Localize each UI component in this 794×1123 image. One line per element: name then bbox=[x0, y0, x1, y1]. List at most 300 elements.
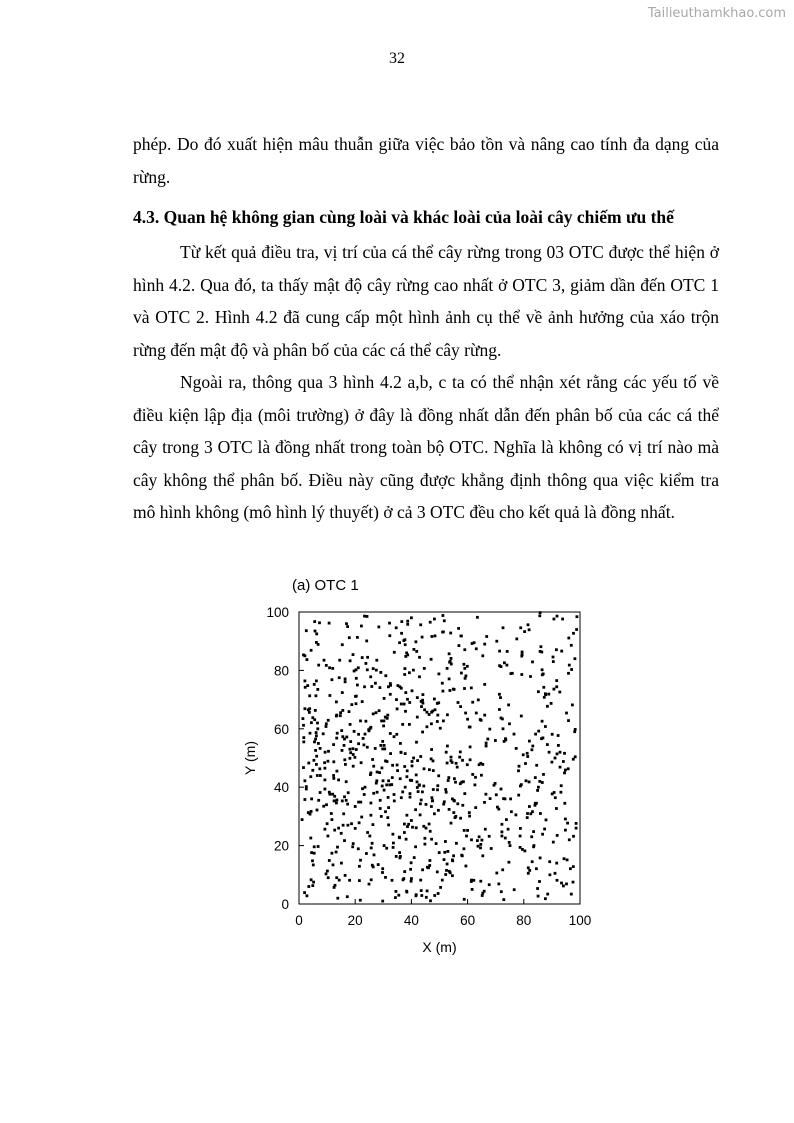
data-point bbox=[403, 765, 406, 768]
data-point bbox=[435, 842, 438, 845]
data-point bbox=[379, 799, 382, 802]
data-point bbox=[380, 720, 383, 723]
data-point bbox=[556, 834, 559, 837]
data-point bbox=[408, 671, 411, 674]
data-point bbox=[310, 878, 313, 881]
data-point bbox=[503, 661, 506, 664]
data-point bbox=[309, 813, 312, 816]
data-point bbox=[480, 774, 483, 777]
data-point bbox=[304, 680, 307, 683]
data-point bbox=[405, 838, 408, 841]
data-point bbox=[308, 711, 311, 714]
data-point bbox=[481, 763, 484, 766]
data-point bbox=[370, 847, 373, 850]
data-point bbox=[554, 757, 557, 760]
data-point bbox=[372, 713, 375, 716]
data-point bbox=[457, 627, 460, 630]
data-point bbox=[348, 879, 351, 882]
data-point bbox=[576, 615, 579, 618]
data-point bbox=[551, 761, 554, 764]
data-point bbox=[463, 898, 466, 901]
data-point bbox=[475, 647, 478, 650]
data-point bbox=[411, 826, 414, 829]
data-point bbox=[406, 623, 409, 626]
data-point bbox=[452, 688, 455, 691]
data-point bbox=[392, 833, 395, 836]
data-point bbox=[384, 876, 387, 879]
data-point bbox=[341, 643, 344, 646]
data-point bbox=[337, 779, 340, 782]
data-point bbox=[420, 799, 423, 802]
data-point bbox=[354, 805, 357, 808]
data-point bbox=[416, 716, 419, 719]
data-point bbox=[443, 858, 446, 861]
data-point bbox=[381, 740, 384, 743]
data-point bbox=[401, 791, 404, 794]
data-point bbox=[323, 761, 326, 764]
data-point bbox=[371, 842, 374, 845]
data-point bbox=[532, 830, 535, 833]
data-point bbox=[349, 723, 352, 726]
data-point bbox=[555, 685, 558, 688]
data-point bbox=[379, 744, 382, 747]
data-point bbox=[428, 713, 431, 716]
data-point bbox=[563, 802, 566, 805]
data-point bbox=[404, 655, 407, 658]
data-point bbox=[364, 786, 367, 789]
data-point bbox=[319, 747, 322, 750]
data-point bbox=[548, 860, 551, 863]
data-point bbox=[311, 884, 314, 887]
data-point bbox=[488, 835, 491, 838]
data-point bbox=[307, 762, 310, 765]
x-tick-label: 0 bbox=[295, 913, 303, 928]
data-point bbox=[425, 803, 428, 806]
data-point bbox=[495, 640, 498, 643]
paragraph: Ngoài ra, thông qua 3 hình 4.2 a,b, c ta có thể nhận xét rằng các yếu tố về điều kiện lập địa (môi trường) ở đây là đồng nhất dẫn đến phân bố của các cá thể cây trong 3 OTC là đồng nhất trong toàn bộ OTC. Nghĩa là không có vị trí nào mà cây không thể phân bố. Điều này cũng được khẳng định thông qua việc kiểm tra mô hình không (mô hình lý thuyết) ở cả 3 OTC đều cho kết quả là đồng nhất. bbox=[133, 372, 719, 522]
data-point bbox=[400, 687, 403, 690]
data-point bbox=[460, 635, 463, 638]
data-point bbox=[343, 758, 346, 761]
data-point bbox=[552, 660, 555, 663]
data-point bbox=[410, 819, 413, 822]
paragraph: phép. Do đó xuất hiện mâu thuẫn giữa việc bảo tồn và nâng cao tính đa dạng của rừng. bbox=[133, 134, 719, 187]
data-point bbox=[426, 890, 429, 893]
data-point bbox=[388, 622, 391, 625]
data-point bbox=[355, 695, 358, 698]
data-point bbox=[540, 645, 543, 648]
data-point bbox=[358, 879, 361, 882]
data-point bbox=[346, 895, 349, 898]
section-heading: 4.3. Quan hệ không gian cùng loài và khác loài của loài cây chiếm ưu thế bbox=[133, 207, 674, 227]
data-point bbox=[335, 802, 338, 805]
data-point bbox=[361, 656, 364, 659]
data-point bbox=[483, 643, 486, 646]
data-point bbox=[408, 701, 411, 704]
data-point bbox=[393, 651, 396, 654]
data-point bbox=[538, 780, 541, 783]
data-point bbox=[509, 844, 512, 847]
data-point bbox=[430, 658, 433, 661]
data-point bbox=[404, 691, 407, 694]
data-point bbox=[380, 815, 383, 818]
data-point bbox=[460, 854, 463, 857]
data-point bbox=[389, 684, 392, 687]
data-point bbox=[406, 814, 409, 817]
data-point bbox=[401, 723, 404, 726]
data-point bbox=[551, 733, 554, 736]
data-point bbox=[359, 859, 362, 862]
data-point bbox=[404, 752, 407, 755]
data-point bbox=[555, 679, 558, 682]
data-point bbox=[437, 774, 440, 777]
data-point bbox=[406, 769, 409, 772]
data-point bbox=[484, 828, 487, 831]
data-point bbox=[568, 838, 571, 841]
data-point bbox=[541, 781, 544, 784]
data-point bbox=[456, 766, 459, 769]
data-point bbox=[442, 614, 445, 617]
data-point bbox=[515, 638, 518, 641]
data-point bbox=[474, 776, 477, 779]
data-point bbox=[421, 731, 424, 734]
data-point bbox=[382, 725, 385, 728]
data-point bbox=[469, 746, 472, 749]
y-tick-label: 0 bbox=[281, 897, 289, 912]
data-point bbox=[395, 733, 398, 736]
data-point bbox=[453, 800, 456, 803]
data-point bbox=[399, 777, 402, 780]
data-point bbox=[495, 872, 498, 875]
data-point bbox=[312, 864, 315, 867]
data-point bbox=[501, 823, 504, 826]
data-point bbox=[502, 626, 505, 629]
data-point bbox=[339, 714, 342, 717]
data-point bbox=[324, 751, 327, 754]
data-point bbox=[521, 651, 524, 654]
data-point bbox=[488, 728, 491, 731]
data-point bbox=[542, 773, 545, 776]
data-point bbox=[315, 731, 318, 734]
data-point bbox=[441, 631, 444, 634]
data-point bbox=[344, 763, 347, 766]
data-point bbox=[519, 835, 522, 838]
data-point bbox=[446, 863, 449, 866]
data-point bbox=[338, 879, 341, 882]
data-point bbox=[508, 841, 511, 844]
data-point bbox=[466, 763, 469, 766]
data-point bbox=[425, 827, 428, 830]
data-point bbox=[441, 879, 444, 882]
data-point bbox=[574, 755, 577, 758]
data-point bbox=[444, 873, 447, 876]
data-point bbox=[504, 837, 507, 840]
data-point bbox=[416, 759, 419, 762]
x-tick-label: 100 bbox=[568, 913, 592, 928]
data-point bbox=[336, 732, 339, 735]
data-point bbox=[376, 791, 379, 794]
data-point bbox=[526, 755, 529, 758]
data-point bbox=[395, 698, 398, 701]
data-point bbox=[507, 704, 510, 707]
data-point bbox=[552, 656, 555, 659]
data-point bbox=[463, 667, 466, 670]
data-point bbox=[452, 811, 455, 814]
data-point bbox=[546, 743, 549, 746]
data-point bbox=[519, 626, 522, 629]
data-point bbox=[323, 659, 326, 662]
data-point bbox=[355, 702, 358, 705]
data-point bbox=[345, 622, 348, 625]
data-point bbox=[517, 769, 520, 772]
data-point bbox=[425, 896, 428, 899]
data-point bbox=[422, 702, 425, 705]
data-point bbox=[524, 762, 527, 765]
data-point bbox=[534, 733, 537, 736]
data-point bbox=[528, 805, 531, 808]
data-point bbox=[324, 828, 327, 831]
data-point bbox=[397, 684, 400, 687]
data-point bbox=[498, 708, 501, 711]
data-point bbox=[548, 751, 551, 754]
data-point bbox=[381, 900, 384, 903]
data-point bbox=[378, 709, 381, 712]
data-point bbox=[383, 744, 386, 747]
x-axis-label: X (m) bbox=[422, 939, 457, 955]
data-point bbox=[386, 816, 389, 819]
data-point bbox=[389, 752, 392, 755]
data-point bbox=[471, 701, 474, 704]
data-point bbox=[313, 845, 316, 848]
data-point bbox=[305, 629, 308, 632]
data-point bbox=[479, 843, 482, 846]
data-point bbox=[513, 888, 516, 891]
data-point bbox=[506, 650, 509, 653]
data-point bbox=[555, 648, 558, 651]
data-point bbox=[392, 842, 395, 845]
data-point bbox=[432, 769, 435, 772]
data-point bbox=[336, 770, 339, 773]
data-point bbox=[527, 866, 530, 869]
data-point bbox=[472, 879, 475, 882]
data-point bbox=[347, 824, 350, 827]
data-point bbox=[537, 786, 540, 789]
data-point bbox=[439, 727, 442, 730]
data-point bbox=[306, 894, 309, 897]
y-tick-label: 60 bbox=[273, 721, 289, 737]
data-point bbox=[493, 784, 496, 787]
data-point bbox=[566, 822, 569, 825]
data-point bbox=[430, 722, 433, 725]
data-point bbox=[316, 809, 319, 812]
data-point bbox=[442, 720, 445, 723]
data-point bbox=[499, 696, 502, 699]
data-point bbox=[399, 857, 402, 860]
data-point bbox=[544, 897, 547, 900]
data-point bbox=[403, 831, 406, 834]
data-point bbox=[308, 694, 311, 697]
data-point bbox=[489, 797, 492, 800]
data-point bbox=[383, 789, 386, 792]
data-point bbox=[420, 705, 423, 708]
data-point bbox=[357, 801, 360, 804]
data-point bbox=[501, 835, 504, 838]
data-point bbox=[355, 748, 358, 751]
data-point bbox=[313, 852, 316, 855]
scatter-chart bbox=[240, 568, 610, 968]
data-point bbox=[553, 618, 556, 621]
data-point bbox=[429, 830, 432, 833]
data-point bbox=[502, 898, 505, 901]
data-point bbox=[450, 756, 453, 759]
data-point bbox=[372, 765, 375, 768]
data-point bbox=[520, 783, 523, 786]
data-point bbox=[331, 678, 334, 681]
data-point bbox=[479, 880, 482, 883]
data-point bbox=[332, 777, 335, 780]
data-points bbox=[301, 611, 579, 902]
data-point bbox=[310, 649, 313, 652]
data-point bbox=[352, 653, 355, 656]
data-point bbox=[501, 831, 504, 834]
data-point bbox=[363, 793, 366, 796]
data-point bbox=[507, 828, 510, 831]
data-point bbox=[541, 720, 544, 723]
data-point bbox=[528, 869, 531, 872]
data-point bbox=[409, 779, 412, 782]
data-point bbox=[366, 615, 369, 618]
data-point bbox=[340, 729, 343, 732]
data-point bbox=[504, 739, 507, 742]
data-point bbox=[326, 870, 329, 873]
data-point bbox=[432, 788, 435, 791]
data-point bbox=[442, 690, 445, 693]
data-point bbox=[381, 767, 384, 770]
data-point bbox=[384, 760, 387, 763]
data-point bbox=[494, 739, 497, 742]
data-point bbox=[383, 844, 386, 847]
data-point bbox=[562, 760, 565, 763]
data-point bbox=[345, 799, 348, 802]
data-point bbox=[430, 748, 433, 751]
data-point bbox=[384, 674, 387, 677]
data-point bbox=[509, 798, 512, 801]
data-point bbox=[331, 667, 334, 670]
data-point bbox=[510, 810, 513, 813]
data-point bbox=[528, 781, 531, 784]
data-point bbox=[429, 859, 432, 862]
data-point bbox=[522, 753, 525, 756]
data-point bbox=[400, 796, 403, 799]
data-point bbox=[470, 838, 473, 841]
data-point bbox=[383, 697, 386, 700]
data-point bbox=[336, 897, 339, 900]
data-point bbox=[406, 775, 409, 778]
y-tick-label: 20 bbox=[273, 838, 289, 854]
x-axis-ticks bbox=[295, 899, 591, 928]
data-point bbox=[570, 668, 573, 671]
data-point bbox=[418, 784, 421, 787]
data-point bbox=[350, 822, 353, 825]
data-point bbox=[335, 737, 338, 740]
data-point bbox=[471, 773, 474, 776]
data-point bbox=[423, 667, 426, 670]
data-point bbox=[463, 847, 466, 850]
data-point bbox=[543, 696, 546, 699]
data-point bbox=[510, 672, 513, 675]
data-point bbox=[465, 675, 468, 678]
data-point bbox=[421, 868, 424, 871]
data-point bbox=[327, 876, 330, 879]
data-point bbox=[555, 862, 558, 865]
data-point bbox=[430, 838, 433, 841]
data-point bbox=[317, 799, 320, 802]
data-point bbox=[483, 683, 486, 686]
data-point bbox=[378, 771, 381, 774]
data-point bbox=[304, 686, 307, 689]
data-point bbox=[498, 664, 501, 667]
data-point bbox=[500, 788, 503, 791]
data-point bbox=[463, 829, 466, 832]
data-point bbox=[409, 792, 412, 795]
data-point bbox=[351, 845, 354, 848]
data-point bbox=[372, 667, 375, 670]
data-point bbox=[349, 748, 352, 751]
data-point bbox=[464, 677, 467, 680]
data-point bbox=[325, 873, 328, 876]
data-point bbox=[315, 734, 318, 737]
data-point bbox=[431, 635, 434, 638]
data-point bbox=[531, 748, 534, 751]
data-point bbox=[359, 720, 362, 723]
data-point bbox=[399, 742, 402, 745]
data-point bbox=[342, 824, 345, 827]
data-point bbox=[387, 779, 390, 782]
data-point bbox=[410, 616, 413, 619]
data-point bbox=[436, 871, 439, 874]
data-point bbox=[410, 880, 413, 883]
data-point bbox=[558, 691, 561, 694]
data-point bbox=[325, 725, 328, 728]
data-point bbox=[563, 752, 566, 755]
data-point bbox=[463, 648, 466, 651]
data-point bbox=[370, 772, 373, 775]
data-point bbox=[474, 784, 477, 787]
data-point bbox=[456, 802, 459, 805]
data-point bbox=[535, 867, 538, 870]
data-point bbox=[469, 758, 472, 761]
data-point bbox=[354, 827, 357, 830]
data-point bbox=[388, 634, 391, 637]
data-point bbox=[400, 632, 403, 635]
data-point bbox=[370, 685, 373, 688]
data-point bbox=[387, 806, 390, 809]
data-point bbox=[458, 756, 461, 759]
data-point bbox=[560, 791, 563, 794]
data-point bbox=[446, 667, 449, 670]
data-point bbox=[455, 762, 458, 765]
data-point bbox=[392, 846, 395, 849]
data-point bbox=[470, 687, 473, 690]
data-point bbox=[358, 821, 361, 824]
data-point bbox=[382, 779, 385, 782]
data-point bbox=[541, 673, 544, 676]
data-point bbox=[557, 744, 560, 747]
data-point bbox=[305, 785, 308, 788]
data-point bbox=[433, 894, 436, 897]
data-point bbox=[534, 804, 537, 807]
data-point bbox=[331, 852, 334, 855]
